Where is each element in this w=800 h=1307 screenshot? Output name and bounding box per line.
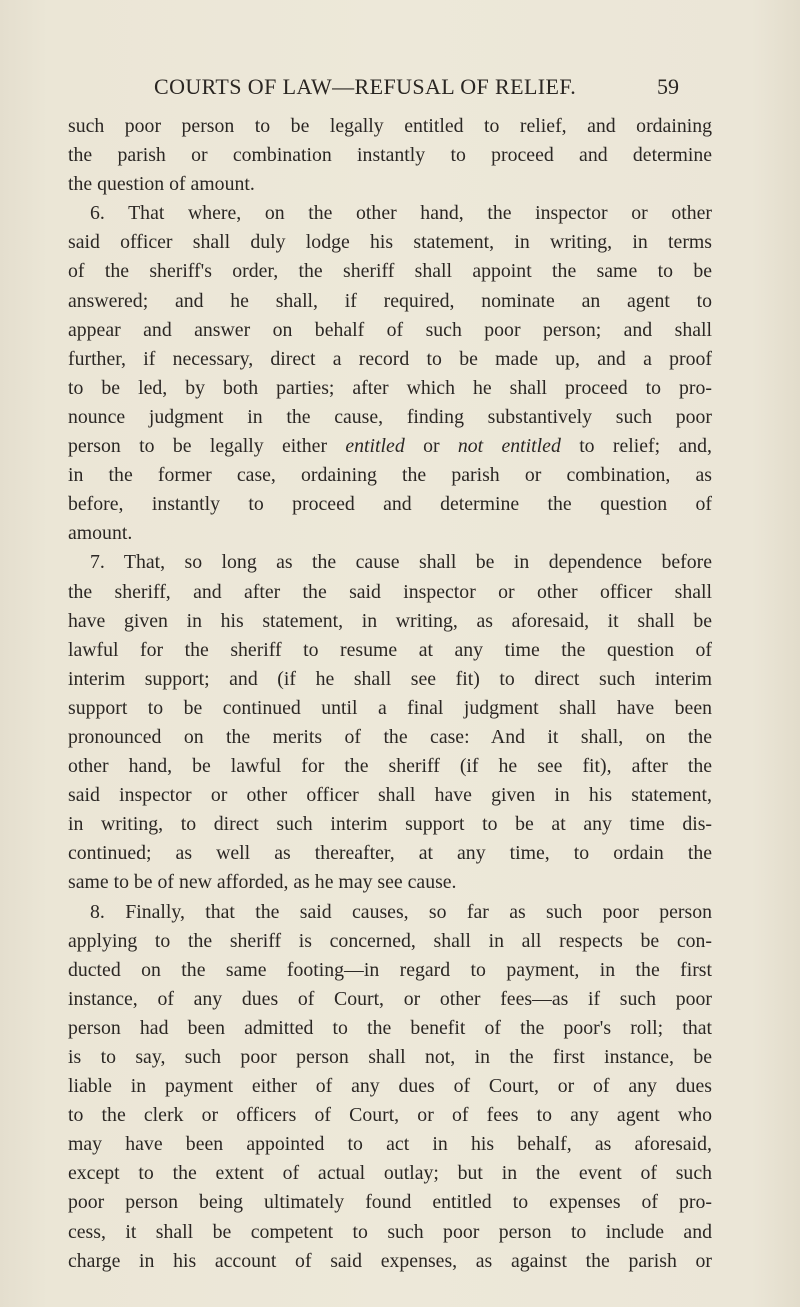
text-line: said officer shall duly lodge his statement, in writing, in terms xyxy=(68,231,712,254)
text-line: the parish or combination instantly to proceed and determine xyxy=(68,144,712,167)
text-line: liable in payment either of any dues of Court, or of any dues xyxy=(68,1075,712,1098)
text-line xyxy=(68,432,712,461)
text-line: may have been appointed to act in his behalf, as aforesaid, xyxy=(68,1133,712,1156)
text-line: pronounced on the merits of the case: And it shall, on the xyxy=(68,725,712,748)
body-text xyxy=(68,112,712,1276)
text-line: except to the extent of actual outlay; but in the event of such xyxy=(68,1162,712,1185)
page-header xyxy=(0,74,800,110)
text-line: other hand, be lawful for the sheriff (if he see fit), after the xyxy=(68,755,712,778)
text-segment: to relief; and, xyxy=(560,435,712,458)
running-head: COURTS OF LAW—REFUSAL OF RELIEF. xyxy=(154,74,577,99)
text-line: interim support; and (if he shall see fit) to direct such interim xyxy=(68,667,712,690)
text-line: charge in his account of said expenses, as against the parish or xyxy=(68,1249,712,1272)
text-line: further, if necessary, direct a record to be made up, and a proof xyxy=(68,347,712,370)
text-line: of the sheriff's order, the sheriff shall appoint the same to be xyxy=(68,260,712,283)
text-line: before, instantly to proceed and determine the question of xyxy=(68,493,712,516)
text-line: cess, it shall be competent to such poor person to include and xyxy=(68,1220,712,1243)
text-line: amount. xyxy=(68,522,133,545)
text-line: instance, of any dues of Court, or other fees—as if such poor xyxy=(68,987,712,1010)
page-number: 59 xyxy=(657,74,679,99)
italic-term: not entitled xyxy=(457,435,561,458)
text-line: answered; and he shall, if required, nominate an agent to xyxy=(68,289,712,312)
text-line: ducted on the same footing—in regard to payment, in the first xyxy=(68,958,712,981)
text-line: lawful for the sheriff to resume at any time the question of xyxy=(68,638,712,661)
text-line: poor person being ultimately found entitled to expenses of pro- xyxy=(68,1191,712,1214)
text-line: 8. Finally, that the said causes, so far as such poor person xyxy=(90,900,712,923)
text-line: is to say, such poor person shall not, in the first instance, be xyxy=(68,1046,712,1068)
text-segment: person to be legally either xyxy=(68,435,346,458)
text-line: same to be of new afforded, as he may see cause. xyxy=(68,871,457,894)
text-line: in the former case, ordaining the parish or combination, as xyxy=(68,464,712,487)
text-line: in writing, to direct such interim support to be at any time dis- xyxy=(68,813,712,836)
text-line: person had been admitted to the benefit of the poor's roll; that xyxy=(68,1016,712,1039)
text-line: support to be continued until a final judgment shall have been xyxy=(68,696,712,719)
text-line: have given in his statement, in writing, as aforesaid, it shall be xyxy=(68,609,712,632)
italic-term: entitled xyxy=(345,435,405,458)
text-line: said inspector or other officer shall have given in his statement, xyxy=(68,784,712,807)
text-line: continued; as well as thereafter, at any time, to ordain the xyxy=(68,842,712,865)
text-line: 6. That where, on the other hand, the inspector or other xyxy=(90,202,712,225)
text-line: the sheriff, and after the said inspector or other officer shall xyxy=(68,580,712,603)
text-line: 7. That, so long as the cause shall be in dependence before xyxy=(90,551,712,574)
text-line: to the clerk or officers of Court, or of fees to any agent who xyxy=(68,1104,712,1127)
text-line: applying to the sheriff is concerned, shall in all respects be con- xyxy=(68,929,712,952)
text-line: appear and answer on behalf of such poor person; and shall xyxy=(68,318,712,341)
text-line: nounce judgment in the cause, finding substantively such poor xyxy=(68,405,712,428)
text-segment: or xyxy=(404,435,458,458)
text-line: the question of amount. xyxy=(68,173,255,196)
text-line: such poor person to be legally entitled to relief, and ordaining xyxy=(68,115,712,137)
text-line: to be led, by both parties; after which he shall proceed to pro- xyxy=(68,376,712,399)
